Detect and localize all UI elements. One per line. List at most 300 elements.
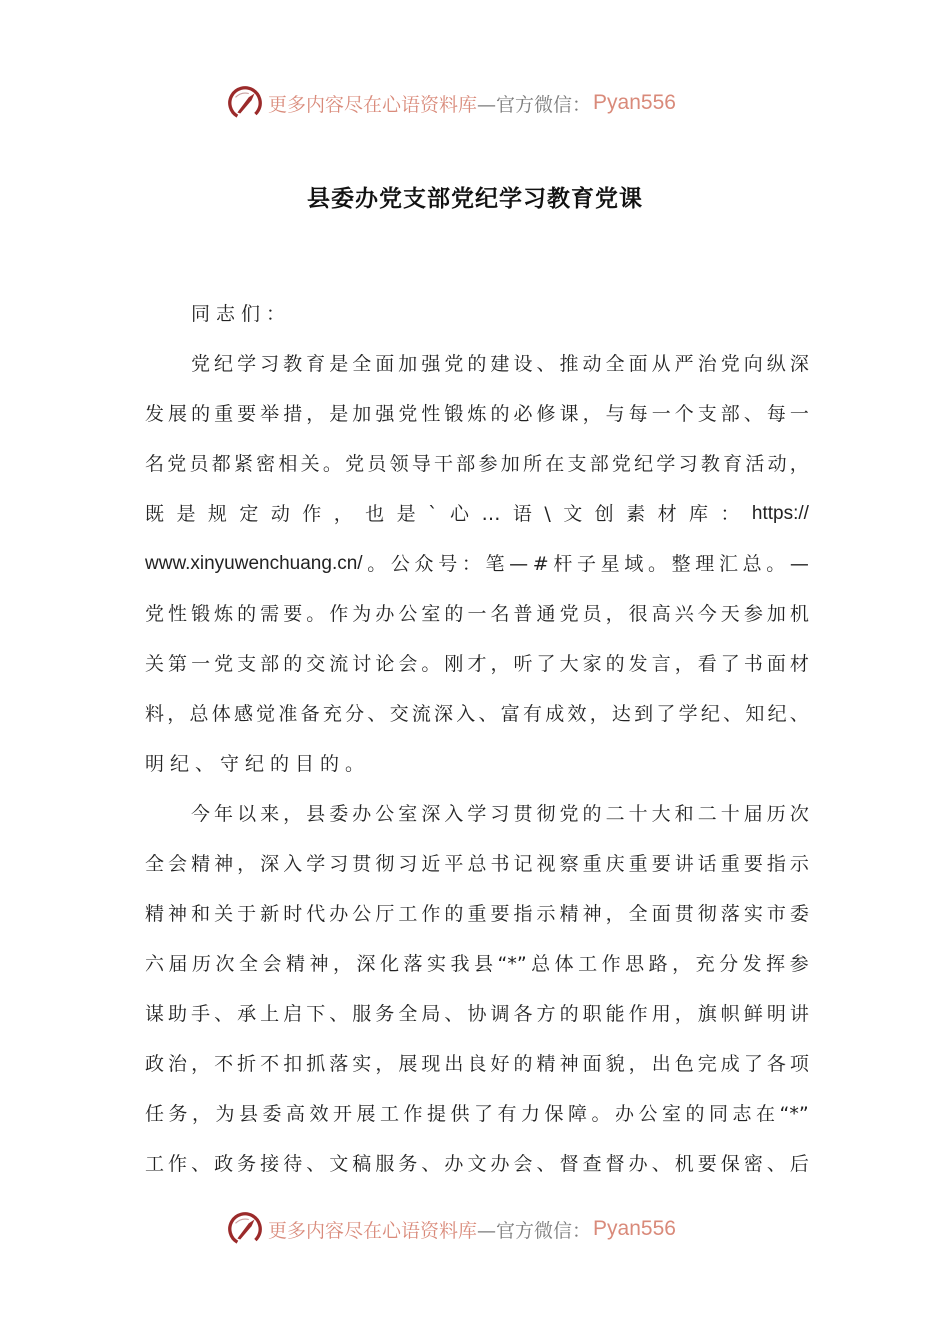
glyph: 全 <box>352 353 372 375</box>
glyph: 党 <box>444 353 464 375</box>
body-line <box>145 1144 809 1194</box>
glyph: 视 <box>536 853 556 875</box>
glyph: 也 <box>365 503 385 525</box>
body-line <box>145 344 809 394</box>
glyph: 习 <box>260 353 280 375</box>
glyph: — <box>509 553 529 575</box>
glyph: 加 <box>766 603 786 625</box>
glyph: 要 <box>283 603 303 625</box>
glyph: 落 <box>403 953 423 975</box>
glyph: 抓 <box>306 1053 326 1075</box>
glyph: 厅 <box>375 903 395 925</box>
glyph: 面 <box>375 353 395 375</box>
glyph: 市 <box>766 903 786 925</box>
glyph: 杆 <box>553 553 573 575</box>
glyph: 不 <box>214 1053 234 1075</box>
glyph: 公 <box>352 903 372 925</box>
banner-wechat-id: Pyan556 <box>593 91 676 114</box>
glyph: 党 <box>720 353 740 375</box>
glyph: 习 <box>398 853 418 875</box>
glyph: 高 <box>651 603 671 625</box>
glyph: 发 <box>742 953 762 975</box>
glyph: 待 <box>283 1153 303 1175</box>
glyph: 。 <box>322 453 342 475</box>
glyph: 大 <box>559 653 579 675</box>
glyph: 各 <box>513 1003 533 1025</box>
glyph: 语 <box>512 503 532 525</box>
body-line <box>145 694 809 744</box>
glyph: 言 <box>651 653 671 675</box>
glyph: 定 <box>239 503 259 525</box>
glyph: 。 <box>306 603 326 625</box>
glyph: 员 <box>582 603 602 625</box>
glyph: 修 <box>536 403 556 425</box>
glyph: 流 <box>329 653 349 675</box>
glyph: 公 <box>638 1103 658 1125</box>
glyph: 平 <box>444 853 464 875</box>
glyph: 领 <box>389 453 409 475</box>
glyph: 纵 <box>766 353 786 375</box>
glyph: 党 <box>167 453 187 475</box>
glyph: ， <box>306 403 326 425</box>
line-text: 同志们： <box>191 303 292 325</box>
glyph: 记 <box>513 853 533 875</box>
glyph: 公 <box>390 553 410 575</box>
glyph: 精 <box>536 1053 556 1075</box>
glyph: 准 <box>278 703 298 725</box>
glyph: 既 <box>145 503 165 525</box>
glyph: 党 <box>611 453 631 475</box>
glyph: 承 <box>237 1003 257 1025</box>
body-line <box>145 644 809 694</box>
glyph: 办 <box>628 1153 648 1175</box>
glyph: 干 <box>434 453 454 475</box>
glyph: 办 <box>444 1153 464 1175</box>
glyph: 指 <box>513 903 533 925</box>
glyph: 彻 <box>536 803 556 825</box>
glyph: 工 <box>145 1153 165 1175</box>
glyph: 保 <box>720 1153 740 1175</box>
glyph: 体 <box>554 953 574 975</box>
glyph: 神 <box>309 953 329 975</box>
glyph: 启 <box>283 1003 303 1025</box>
body-line <box>145 894 809 944</box>
glyph: 二 <box>697 803 717 825</box>
glyph: 二 <box>605 803 625 825</box>
glyph: 室 <box>662 1103 682 1125</box>
glyph: 督 <box>605 1153 625 1175</box>
glyph: 深 <box>356 953 376 975</box>
glyph: 材 <box>657 503 677 525</box>
glyph: 会 <box>262 953 282 975</box>
header-watermark-banner <box>226 81 676 125</box>
glyph: 六 <box>145 953 165 975</box>
glyph: 第 <box>168 653 188 675</box>
glyph: 是 <box>396 503 416 525</box>
banner-wechat-label: —官方微信： <box>477 93 592 116</box>
glyph: 员 <box>367 453 387 475</box>
glyph: 的 <box>237 603 257 625</box>
glyph: 个 <box>674 403 694 425</box>
glyph: 看 <box>697 653 717 675</box>
glyph: 深 <box>434 703 454 725</box>
glyph: 刚 <box>444 653 464 675</box>
glyph: 家 <box>582 653 602 675</box>
glyph: 的 <box>467 353 487 375</box>
glyph: 才 <box>467 653 487 675</box>
glyph: 论 <box>375 653 395 675</box>
glyph: 加 <box>500 453 520 475</box>
glyph: 、 <box>478 703 498 725</box>
glyph: 项 <box>789 1053 809 1075</box>
glyph: 都 <box>211 453 231 475</box>
glyph: 汇 <box>718 553 738 575</box>
glyph: 。 <box>766 553 786 575</box>
glyph: 性 <box>421 403 441 425</box>
glyph: ， <box>375 1053 395 1075</box>
glyph: 庆 <box>605 853 625 875</box>
glyph: 是 <box>176 503 196 525</box>
glyph: 每 <box>628 403 648 425</box>
glyph: 历 <box>192 953 212 975</box>
glyph: 务 <box>398 1153 418 1175</box>
glyph: 支 <box>237 653 257 675</box>
glyph: 挥 <box>766 953 786 975</box>
glyph: 落 <box>329 1053 349 1075</box>
glyph: 全 <box>628 903 648 925</box>
glyph: 素 <box>626 503 646 525</box>
glyph: 总 <box>531 953 551 975</box>
glyph: 于 <box>237 903 257 925</box>
glyph: 的 <box>685 1103 705 1125</box>
glyph: 助 <box>168 1003 188 1025</box>
glyph: 貌 <box>605 1053 625 1075</box>
glyph: 习 <box>490 803 510 825</box>
glyph: 听 <box>513 653 533 675</box>
glyph: 办 <box>615 1103 635 1125</box>
glyph: 办 <box>490 1153 510 1175</box>
glyph: 和 <box>191 903 211 925</box>
glyph: 全 <box>605 353 625 375</box>
glyph: 方 <box>536 1003 556 1025</box>
glyph: 动 <box>270 503 290 525</box>
glyph: 必 <box>513 403 533 425</box>
glyph: 党 <box>191 353 211 375</box>
glyph: 精 <box>191 853 211 875</box>
glyph: 分 <box>345 703 365 725</box>
glyph: 要 <box>651 853 671 875</box>
glyph: ， <box>628 1053 648 1075</box>
glyph: 的 <box>559 1003 579 1025</box>
glyph: 神 <box>559 1053 579 1075</box>
glyph: 、 <box>789 703 809 725</box>
glyph: 的 <box>605 653 625 675</box>
glyph: 性 <box>168 603 188 625</box>
glyph: 、 <box>306 1153 326 1175</box>
glyph: 、 <box>766 1153 786 1175</box>
glyph: 同 <box>709 1103 729 1125</box>
glyph: 的 <box>490 403 510 425</box>
glyph: 文 <box>329 1153 349 1175</box>
glyph: 一 <box>651 403 671 425</box>
glyph: 参 <box>743 603 763 625</box>
document-title: 县委办党支部党纪学习教育党课 <box>307 185 643 212</box>
glyph: 、 <box>723 703 743 725</box>
glyph: 办 <box>375 603 395 625</box>
glyph: 效 <box>309 1103 329 1125</box>
glyph: 今 <box>191 803 211 825</box>
glyph: ， <box>605 903 625 925</box>
glyph: 治 <box>697 353 717 375</box>
glyph: ， <box>192 1103 212 1125</box>
glyph: 党 <box>214 653 234 675</box>
glyph: 库 <box>689 503 709 525</box>
glyph: 书 <box>743 653 763 675</box>
glyph: ， <box>167 703 187 725</box>
glyph: 旗 <box>697 1003 717 1025</box>
glyph: 治 <box>168 1053 188 1075</box>
glyph: 学 <box>237 353 257 375</box>
glyph: 炼 <box>214 603 234 625</box>
glyph: 作 <box>168 1153 188 1175</box>
glyph: 保 <box>544 1103 564 1125</box>
glyph: 流 <box>411 703 431 725</box>
banner-site-text: 更多内容尽在心语资料库 <box>268 1219 478 1242</box>
body-line <box>145 1094 809 1144</box>
glyph: 体 <box>211 703 231 725</box>
glyph: 创 <box>594 503 614 525</box>
glyph: 、 <box>536 1153 556 1175</box>
glyph: 供 <box>450 1103 470 1125</box>
glyph: 在 <box>545 453 565 475</box>
glyph: 交 <box>306 653 326 675</box>
glyph: 机 <box>789 603 809 625</box>
glyph: 历 <box>766 803 786 825</box>
glyph: 育 <box>306 353 326 375</box>
glyph: 路 <box>648 953 668 975</box>
glyph: 觉 <box>256 703 276 725</box>
glyph: 、 <box>743 403 763 425</box>
glyph: 届 <box>168 953 188 975</box>
glyph: # <box>532 553 549 575</box>
glyph: 重 <box>582 853 602 875</box>
glyph: 帜 <box>720 1003 740 1025</box>
glyph: 落 <box>720 903 740 925</box>
glyph: 全 <box>239 953 259 975</box>
glyph: 了 <box>720 653 740 675</box>
glyph: 纪 <box>767 703 787 725</box>
glyph: ` <box>428 503 438 525</box>
glyph: 支 <box>567 453 587 475</box>
glyph: “*” <box>779 1103 809 1125</box>
glyph: 规 <box>207 503 227 525</box>
glyph: 严 <box>674 353 694 375</box>
glyph: 展 <box>168 403 188 425</box>
glyph: 、 <box>214 1003 234 1025</box>
glyph: 加 <box>398 353 418 375</box>
glyph: 课 <box>559 403 579 425</box>
glyph: 成 <box>545 703 565 725</box>
glyph: ， <box>283 803 303 825</box>
glyph: 。 <box>647 553 667 575</box>
glyph: 入 <box>283 853 303 875</box>
glyph: 办 <box>329 903 349 925</box>
glyph: 工 <box>398 903 418 925</box>
glyph: 务 <box>168 1103 188 1125</box>
glyph: 锻 <box>444 403 464 425</box>
glyph: 从 <box>651 353 671 375</box>
glyph: 动 <box>582 353 602 375</box>
glyph: 务 <box>237 1153 257 1175</box>
glyph: 力 <box>521 1103 541 1125</box>
glyph: 部 <box>720 403 740 425</box>
glyph: 党 <box>145 603 165 625</box>
glyph: 和 <box>674 803 694 825</box>
glyph: 工 <box>578 953 598 975</box>
glyph: 协 <box>467 1003 487 1025</box>
glyph: ， <box>589 703 609 725</box>
glyph: 、 <box>367 703 387 725</box>
glyph: 局 <box>421 1003 441 1025</box>
glyph: 动 <box>767 453 787 475</box>
glyph: 关 <box>214 903 234 925</box>
glyph: 届 <box>743 803 763 825</box>
glyph: 作 <box>302 503 322 525</box>
glyph: 党 <box>559 603 579 625</box>
glyph: 支 <box>697 403 717 425</box>
glyph: 大 <box>651 803 671 825</box>
body-line <box>145 794 809 844</box>
glyph: 今 <box>697 603 717 625</box>
glyph: 来 <box>260 803 280 825</box>
glyph: 提 <box>427 1103 447 1125</box>
glyph: 充 <box>322 703 342 725</box>
glyph: 学 <box>656 453 676 475</box>
glyph: ， <box>333 503 353 525</box>
glyph: ， <box>605 603 625 625</box>
glyph: 面 <box>628 353 648 375</box>
glyph: 示 <box>789 853 809 875</box>
glyph: 神 <box>168 903 188 925</box>
glyph: 高 <box>286 1103 306 1125</box>
body-line <box>145 744 809 794</box>
banner-wechat-label: —官方微信： <box>477 1219 592 1242</box>
glyph: 教 <box>283 353 303 375</box>
glyph: 接 <box>260 1153 280 1175</box>
glyph: 的 <box>191 403 211 425</box>
glyph: 育 <box>723 453 743 475</box>
glyph: 稿 <box>352 1153 372 1175</box>
glyph: 神 <box>582 903 602 925</box>
glyph: 纪 <box>214 353 234 375</box>
glyph: 党 <box>559 803 579 825</box>
glyph: 指 <box>766 853 786 875</box>
glyph: 作 <box>601 953 621 975</box>
glyph: 用 <box>651 1003 671 1025</box>
glyph: 讲 <box>789 1003 809 1025</box>
glyph: 全 <box>398 1003 418 1025</box>
glyph: 。 <box>367 553 387 575</box>
document-body <box>145 294 809 1194</box>
glyph: ， <box>191 1053 211 1075</box>
glyph: 充 <box>695 953 715 975</box>
glyph: 炼 <box>467 403 487 425</box>
glyph: 学 <box>678 703 698 725</box>
glyph: 、 <box>191 1153 211 1175</box>
glyph: ， <box>490 653 510 675</box>
glyph: 分 <box>719 953 739 975</box>
body-line <box>145 1044 809 1094</box>
glyph: 推 <box>559 353 579 375</box>
glyph: 心 <box>450 503 470 525</box>
glyph: 鲜 <box>743 1003 763 1025</box>
glyph: — <box>789 553 809 575</box>
glyph: 重 <box>628 853 648 875</box>
glyph: 笔 <box>485 553 505 575</box>
glyph: 能 <box>605 1003 625 1025</box>
glyph: 一 <box>191 653 211 675</box>
glyph: 示 <box>536 903 556 925</box>
glyph: 实 <box>743 903 763 925</box>
glyph: 新 <box>260 903 280 925</box>
glyph: 谋 <box>145 1003 165 1025</box>
glyph: 会 <box>168 853 188 875</box>
glyph: 纪 <box>634 453 654 475</box>
glyph: https:// <box>751 503 809 524</box>
glyph: 知 <box>745 703 765 725</box>
glyph: 纪 <box>700 703 720 725</box>
glyph: 机 <box>674 1153 694 1175</box>
glyph: 公 <box>398 603 418 625</box>
glyph: 文 <box>563 503 583 525</box>
glyph: 很 <box>628 603 648 625</box>
glyph: 委 <box>789 903 809 925</box>
glyph: 会 <box>398 653 418 675</box>
glyph: 思 <box>625 953 645 975</box>
glyph: 下 <box>306 1003 326 1025</box>
glyph: 重 <box>467 903 487 925</box>
glyph: 了 <box>474 1103 494 1125</box>
glyph: 星 <box>600 553 620 575</box>
glyph: 锻 <box>191 603 211 625</box>
glyph: 讨 <box>352 653 372 675</box>
glyph: 学 <box>467 803 487 825</box>
glyph: 作 <box>421 903 441 925</box>
glyph: 关 <box>300 453 320 475</box>
glyph: 贯 <box>513 803 533 825</box>
glyph: 展 <box>398 1053 418 1075</box>
glyph: ： <box>461 553 481 575</box>
glyph: 每 <box>766 403 786 425</box>
glyph: 障 <box>568 1103 588 1125</box>
glyph: 委 <box>329 803 349 825</box>
glyph: 导 <box>411 453 431 475</box>
glyph: 关 <box>145 653 165 675</box>
glyph: 全 <box>145 853 165 875</box>
glyph: 。 <box>421 653 441 675</box>
glyph: 政 <box>145 1053 165 1075</box>
glyph: … <box>481 503 501 525</box>
glyph: 次 <box>789 803 809 825</box>
glyph: 现 <box>421 1053 441 1075</box>
glyph: 近 <box>421 853 441 875</box>
glyph: 部 <box>456 453 476 475</box>
glyph: 举 <box>260 403 280 425</box>
glyph: 了 <box>656 703 676 725</box>
body-line <box>145 494 809 544</box>
glyph: 的 <box>444 603 464 625</box>
glyph: 神 <box>214 853 234 875</box>
